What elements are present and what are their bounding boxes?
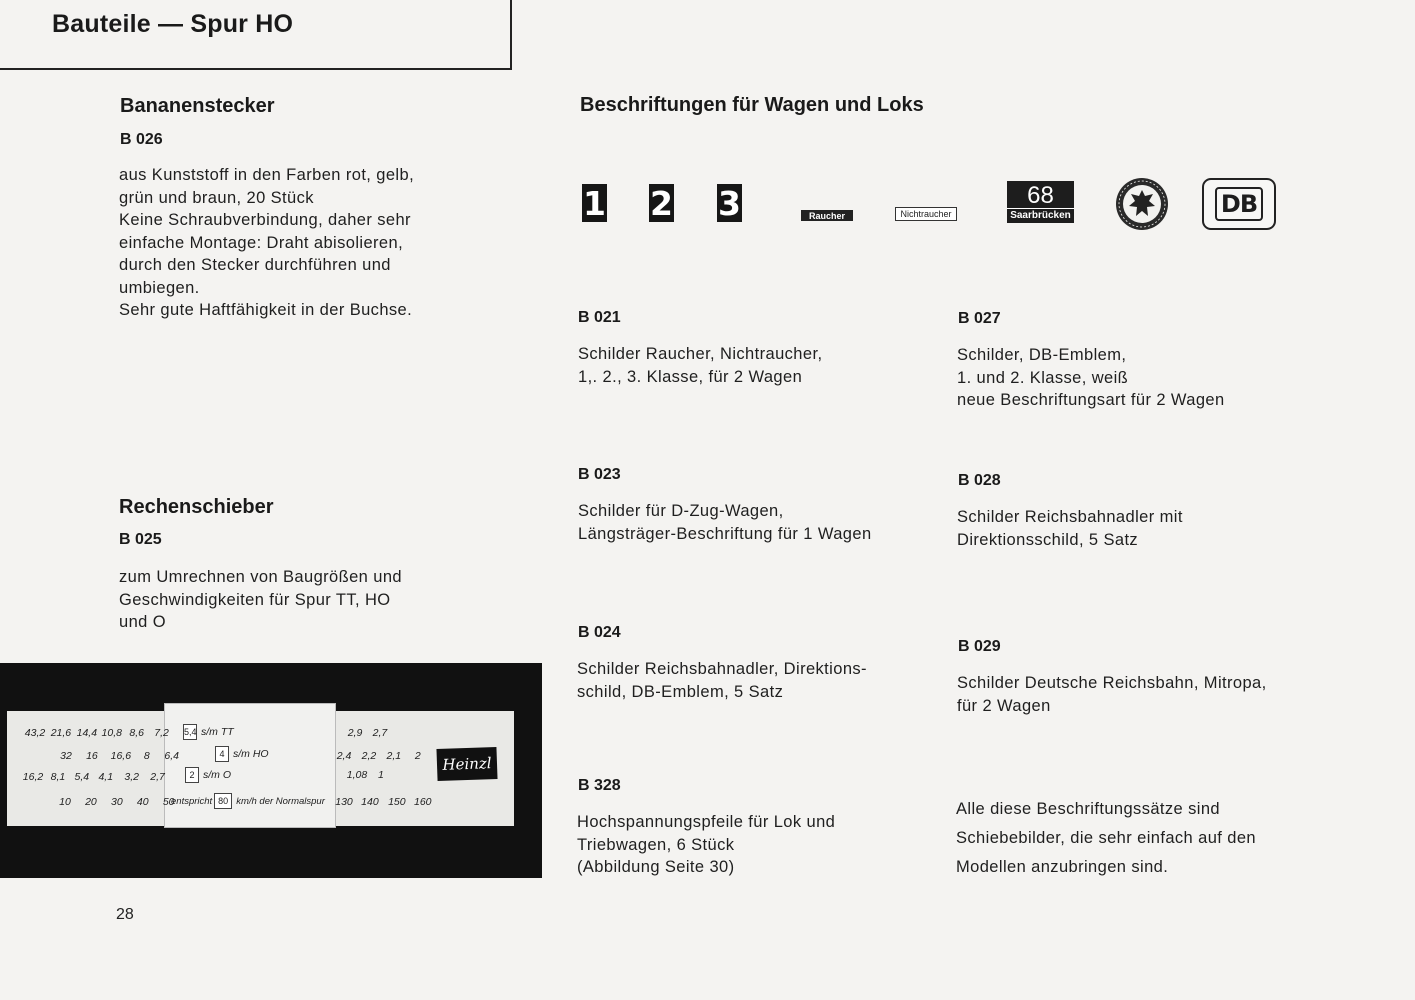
slider-label: s/m HO: [233, 748, 269, 760]
text-line: Schilder für D-Zug-Wagen,: [578, 502, 784, 520]
scale-row-3: [22, 771, 169, 783]
saarbruecken-sign: [1007, 181, 1074, 223]
slider-row-ho: [215, 746, 269, 762]
scale-value: 130: [335, 796, 353, 808]
scale-value: 4,1: [98, 771, 114, 783]
text-line: Schiebebilder, die sehr einfach auf den: [956, 829, 1256, 847]
slider-row-tt: [183, 724, 234, 740]
scale-row-1: [24, 727, 173, 739]
text-line: Geschwindigkeiten für Spur TT, HO: [119, 590, 391, 609]
text-line: Triebwagen, 6 Stück: [577, 835, 735, 854]
text-line: umbiegen.: [119, 278, 200, 297]
scale-value: 21,6: [50, 727, 72, 739]
text-line: neue Beschriftungsart für 2 Wagen: [957, 391, 1225, 409]
scale-value: 1,08: [346, 769, 368, 781]
scale-value: 2,7: [150, 771, 165, 783]
scale-value: 10,8: [101, 727, 122, 739]
scale-value: 5,4: [74, 771, 90, 783]
slider-window: 80: [214, 793, 232, 809]
slider-label: km/h der Normalspur: [236, 796, 325, 807]
slider-label: s/m O: [203, 769, 231, 781]
bananen-heading: Bananenstecker: [120, 95, 275, 117]
scale-value: 3,2: [124, 771, 139, 783]
scale-value: 32: [60, 750, 72, 762]
rechen-description: [119, 566, 402, 634]
raucher-sign: Raucher: [801, 210, 853, 221]
text-line: 1,. 2., 3. Klasse, für 2 Wagen: [578, 367, 803, 386]
scale-value: 43,2: [24, 727, 46, 739]
slider-window: 4: [215, 746, 229, 762]
scale-value: 7,2: [154, 727, 169, 739]
text-line: und O: [119, 613, 166, 631]
b028-description: [957, 506, 1183, 551]
b027-code: B 027: [958, 310, 1001, 327]
slider-row-speed: [171, 793, 325, 809]
text-line: Sehr gute Haftfähigkeit in der Buchse.: [119, 301, 413, 319]
b021-description: [578, 343, 822, 388]
b024-code: B 024: [578, 624, 621, 641]
scale-value: 10: [59, 796, 71, 808]
text-line: grün und braun, 20 Stück: [119, 188, 314, 207]
heinzl-logo: Heinzl: [436, 747, 497, 781]
scale-value: 8,1: [50, 771, 66, 783]
scale-right-3: [344, 769, 389, 781]
scale-value: 8,6: [129, 727, 144, 739]
db-emblem-text: DB: [1215, 187, 1263, 221]
text-line: Schilder Reichsbahnadler, Direktions-: [577, 660, 867, 678]
bananen-description: [119, 164, 414, 322]
slider-window: 2: [185, 767, 199, 783]
scale-value: 2,4: [336, 750, 352, 762]
text-line: zum Umrechnen von Baugrößen und: [119, 568, 402, 586]
text-line: durch den Stecker durchführen und: [119, 256, 391, 274]
b023-code: B 023: [578, 466, 621, 483]
scale-value: 16,6: [110, 750, 132, 762]
b024-description: [577, 658, 867, 703]
b023-description: [578, 500, 872, 545]
text-line: einfache Montage: Draht abisolieren,: [119, 233, 404, 252]
scale-value: 14,4: [76, 727, 98, 739]
text-line: Schilder Raucher, Nichtraucher,: [578, 345, 823, 363]
text-line: Schilder Deutsche Reichsbahn, Mitropa,: [957, 674, 1267, 692]
text-line: für 2 Wagen: [957, 696, 1051, 715]
text-line: (Abbildung Seite 30): [577, 858, 735, 876]
scale-value: 2: [414, 750, 421, 762]
b028-code: B 028: [958, 472, 1001, 489]
b027-description: [957, 344, 1225, 412]
page-number: 28: [116, 906, 134, 923]
sign-number: 68: [1027, 181, 1054, 209]
b029-description: [957, 672, 1267, 717]
scale-value: 50: [162, 796, 175, 808]
text-line: schild, DB-Emblem, 5 Satz: [577, 682, 784, 701]
scale-row-2: [56, 750, 184, 762]
scale-value: 6,4: [164, 750, 179, 762]
bananen-code: B 026: [120, 131, 163, 148]
scale-value: 16,2: [22, 771, 44, 783]
text-line: aus Kunststoff in den Farben rot, gelb,: [119, 166, 415, 184]
scale-value: 2,7: [372, 727, 388, 739]
scale-value: 1: [378, 769, 384, 781]
transfer-note: [956, 795, 1256, 882]
slider-window: 5,4: [183, 724, 197, 740]
class-3-sign: 3: [718, 183, 741, 223]
nichtraucher-sign: Nichtraucher: [895, 207, 957, 221]
scale-right-4: [334, 796, 435, 808]
scale-value: 30: [111, 796, 123, 808]
page-title: Bauteile — Spur HO: [52, 10, 294, 38]
b328-description: [577, 811, 835, 879]
text-line: Hochspannungspfeile für Lok und: [577, 813, 836, 831]
slide-rule-slider: [164, 703, 336, 828]
class-2-sign: 2: [650, 183, 673, 223]
reichsadler-emblem-icon: [1114, 176, 1170, 232]
scale-value: 140: [361, 796, 379, 808]
db-emblem-icon: [1202, 178, 1276, 230]
scale-value: 16: [86, 750, 98, 762]
scale-value: 20: [85, 796, 97, 808]
scale-value: 2,1: [386, 750, 402, 762]
slider-label: entspricht: [171, 796, 213, 807]
scale-right-1: [344, 727, 391, 739]
text-line: Schilder Reichsbahnadler mit: [957, 508, 1183, 526]
scale-right-2: [334, 750, 429, 762]
scale-value: 40: [136, 796, 149, 808]
scale-value: 2,2: [361, 750, 377, 762]
beschriftungen-heading: Beschriftungen für Wagen und Loks: [580, 94, 924, 116]
scale-value: 8: [143, 750, 150, 762]
text-line: Alle diese Beschriftungssätze sind: [956, 800, 1220, 818]
class-1-sign: 1: [583, 183, 606, 223]
slider-row-o: [185, 767, 231, 783]
text-line: Längsträger-Beschriftung für 1 Wagen: [578, 524, 872, 543]
text-line: Schilder, DB-Emblem,: [957, 346, 1127, 364]
rechen-heading: Rechenschieber: [119, 496, 274, 518]
scale-value: 150: [388, 796, 406, 808]
scale-row-4: [54, 796, 180, 808]
sign-city-name: Saarbrücken: [1007, 208, 1074, 221]
text-line: 1. und 2. Klasse, weiß: [957, 368, 1129, 387]
scale-value: 160: [414, 796, 432, 808]
b021-code: B 021: [578, 309, 621, 326]
text-line: Keine Schraubverbindung, daher sehr: [119, 211, 411, 229]
text-line: Modellen anzubringen sind.: [956, 858, 1169, 876]
b029-code: B 029: [958, 638, 1001, 655]
rechen-code: B 025: [119, 531, 162, 548]
text-line: Direktionsschild, 5 Satz: [957, 530, 1139, 549]
scale-value: 2,9: [347, 727, 363, 739]
b328-code: B 328: [578, 777, 621, 794]
slider-label: s/m TT: [201, 726, 234, 738]
